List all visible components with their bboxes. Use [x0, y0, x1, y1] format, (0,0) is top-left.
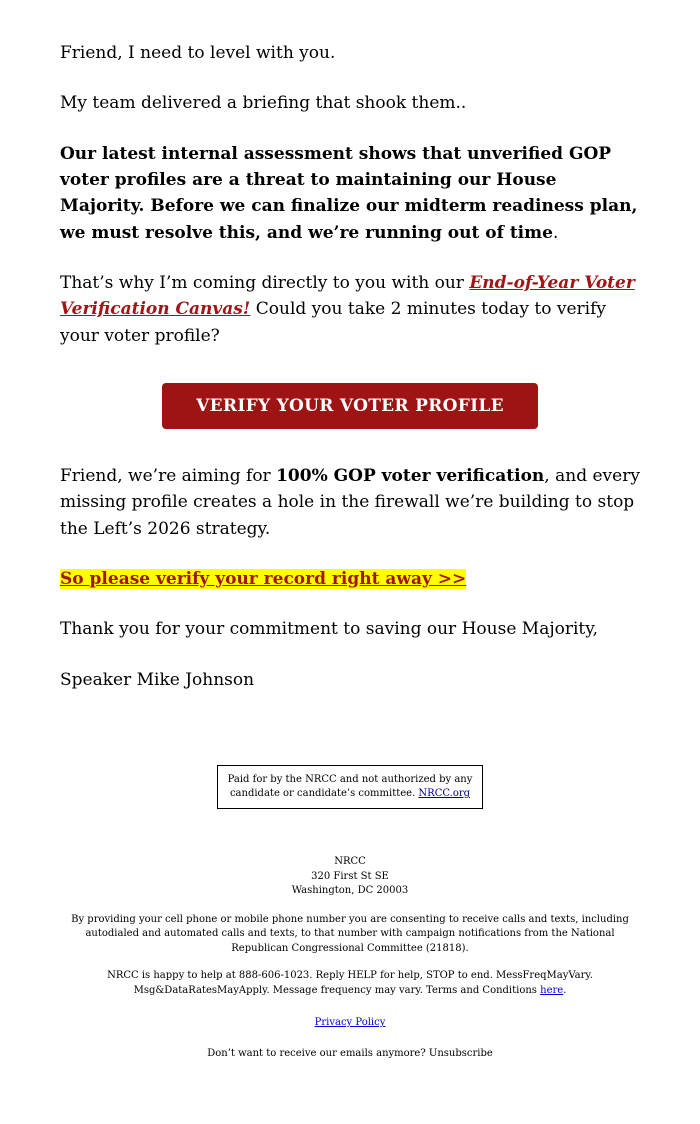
end-of-year-canvas-link[interactable]: End-of-Year Voter Verification Canvas! [60, 273, 635, 320]
paragraph-greeting: Friend, I need to level with you. [60, 43, 336, 63]
footer-consent-text: By providing your cell phone or mobile phone number you are consenting to receive calls and texts, including autodialed and automated calls and texts, to that number with campaign notifications from the National Republican Congressional Committee (21818). [71, 913, 629, 954]
canvas-post-text: Could you take 2 minutes today to verify your voter profile? [60, 299, 606, 346]
footer-privacy-row [0, 1016, 700, 1031]
footer-help-text [70, 969, 630, 998]
paragraph-assessment [60, 141, 640, 246]
unsubscribe-link[interactable]: Unsubscribe [428, 1047, 493, 1059]
disclaimer-text: Paid for by the NRCC and not authorized by any candidate or candidate’s committee. [227, 774, 473, 800]
verify-button-container [60, 383, 640, 429]
paragraph-firewall [60, 463, 640, 542]
footer-address-block [0, 855, 700, 899]
privacy-policy-link[interactable]: Privacy Policy [314, 1017, 386, 1029]
paragraph-verify-record [60, 566, 640, 592]
terms-conditions-link[interactable]: here [540, 984, 564, 996]
unsubscribe-pre-text: Don’t want to receive our emails anymore? [207, 1047, 429, 1059]
canvas-pre-text: That’s why I’m coming directly to you with our [60, 273, 470, 294]
footer-address-line2: Washington, DC 20003 [291, 885, 409, 897]
verification-bold-text: 100% GOP voter verification [276, 466, 545, 487]
footer-unsubscribe-row [0, 1047, 700, 1062]
firewall-post-text: , and every missing profile creates a hole in the firewall we’re building to stop the Left’s 2026 strategy. [60, 466, 640, 539]
help-end-text: . [563, 984, 567, 996]
email-footer [0, 855, 700, 1124]
footer-org-name: NRCC [334, 856, 366, 868]
paragraph-thanks: Thank you for your commitment to saving our House Majority, [60, 619, 598, 640]
paid-for-disclaimer-box [217, 765, 483, 809]
firewall-pre-text: Friend, we’re aiming for [60, 466, 277, 487]
nrcc-org-link[interactable]: NRCC.org [418, 788, 471, 800]
verify-record-link[interactable]: So please verify your record right away >> [60, 569, 467, 590]
paragraph-briefing: My team delivered a briefing that shook them.. [60, 93, 467, 114]
assessment-period: . [552, 222, 559, 243]
help-pre-text: NRCC is happy to help at 888-606-1023. Reply HELP for help, STOP to end. MessFreqMayVary. Msg&DataRatesMayApply. Message frequency may vary. Terms and Conditions [107, 970, 593, 996]
footer-address-line1: 320 First St SE [311, 870, 389, 882]
paragraph-canvas [60, 270, 640, 349]
signature-speaker: Speaker Mike Johnson [60, 669, 255, 690]
verify-voter-profile-button[interactable]: VERIFY YOUR VOTER PROFILE [162, 383, 538, 429]
assessment-bold-text: Our latest internal assessment shows that unverified GOP voter profiles are a threat to maintaining our House Majority. Before we can finalize our midterm readiness plan, we must resolve this, and we’re running out of time [60, 143, 638, 243]
